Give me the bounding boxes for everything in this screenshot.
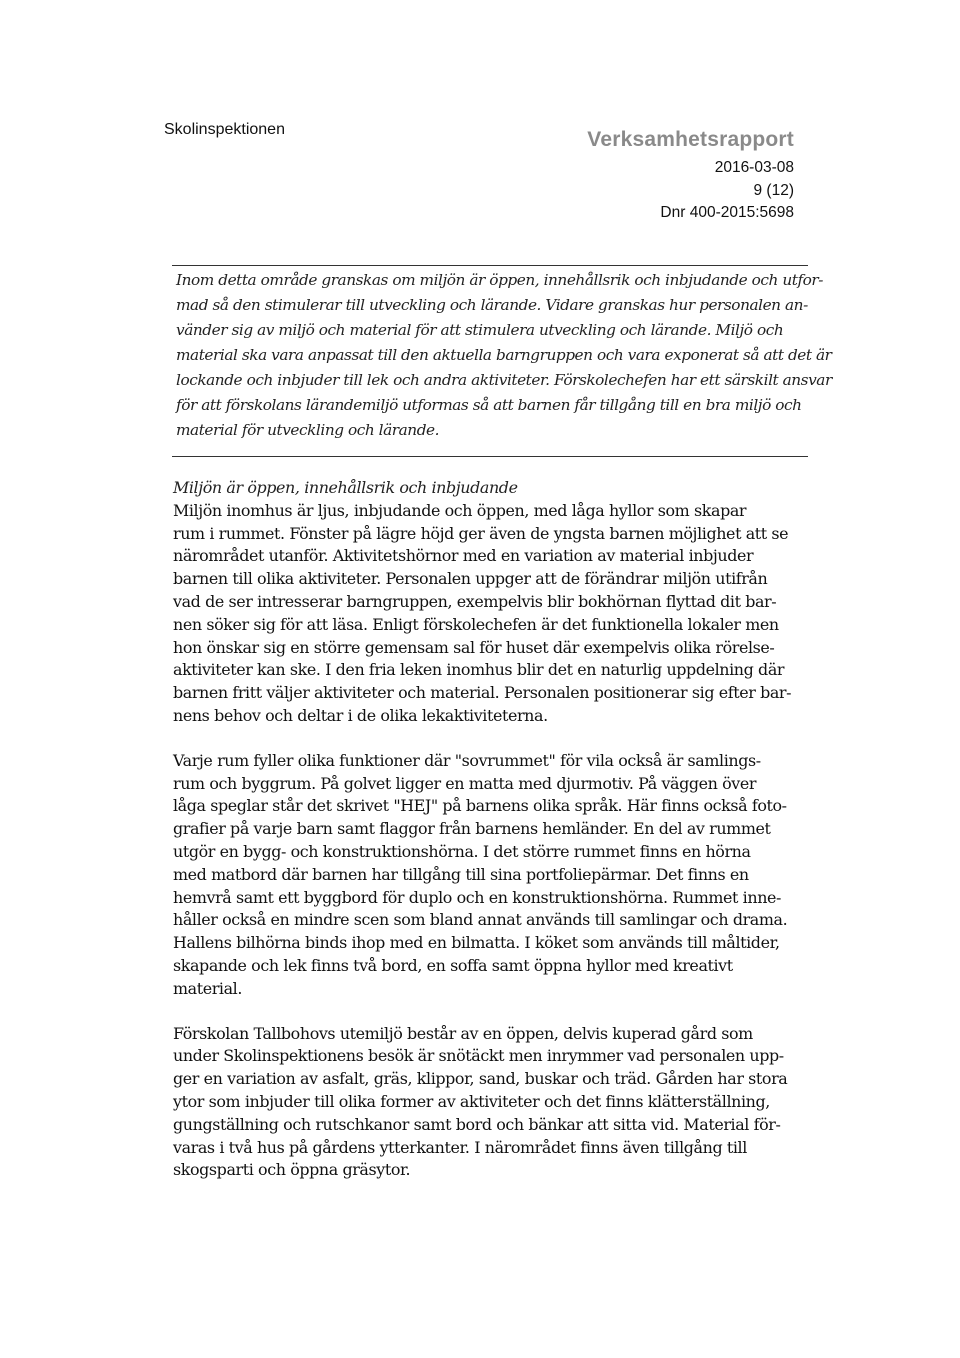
paragraph-line: varas i två hus på gårdens ytterkanter. I närområdet finns även tillgång till xyxy=(173,1137,747,1157)
intro-bottom-divider xyxy=(172,456,808,457)
paragraph-line: låga speglar står det skrivet "HEJ" på barnens olika språk. Här finns också foto- xyxy=(173,796,787,816)
paragraph xyxy=(173,477,813,728)
paragraph-line: skogsparti och öppna gräsytor. xyxy=(173,1160,411,1180)
paragraph-line: ytor som inbjuder till olika former av aktiviteter och det finns klätterställning, xyxy=(173,1091,770,1111)
paragraph-line: gungställning och rutschkanor samt bord och bänkar att sitta vid. Material för- xyxy=(173,1114,781,1134)
intro-line: material för utveckling och lärande. xyxy=(176,421,440,439)
paragraph-line: Miljön inomhus är ljus, inbjudande och öppen, med låga hyllor som skapar xyxy=(173,500,747,520)
paragraph-line: barnen till olika aktiviteter. Personalen uppger att de förändrar miljön utifrån xyxy=(173,569,768,589)
paragraph xyxy=(173,750,813,1001)
intro-line: Inom detta område granskas om miljön är öppen, innehållsrik och inbjudande och utfor- xyxy=(176,271,824,289)
paragraph-line: hemvrå samt ett byggbord för duplo och en konstruktionshörna. Rummet inne- xyxy=(173,887,781,907)
document-date: 2016-03-08 xyxy=(714,159,794,176)
page-number: 9 (12) xyxy=(753,181,794,199)
intro-line: mad så den stimulerar till utveckling och lärande. Vidare granskas hur personalen an- xyxy=(176,296,808,314)
paragraph-line: skapande och lek finns två bord, en soffa samt öppna hyllor med kreativt xyxy=(173,955,733,975)
reference-number: Dnr 400-2015:5698 xyxy=(660,204,794,221)
paragraph-line: nen söker sig för att läsa. Enligt förskolechefen är det funktionella lokaler men xyxy=(173,614,779,634)
intro-line: vänder sig av miljö och material för att stimulera utveckling och lärande. Miljö och xyxy=(176,321,784,339)
paragraph-line: rum i rummet. Fönster på lägre höjd ger även de yngsta barnen möjlighet att se xyxy=(173,523,789,543)
section-body xyxy=(173,477,813,1204)
paragraph-line: aktiviteter kan ske. I den fria leken inomhus blir det en naturlig uppdelning där xyxy=(173,660,785,680)
document-meta xyxy=(660,157,794,225)
paragraph-line: utgör en bygg- och konstruktionshörna. I det större rummet finns en hörna xyxy=(173,841,751,861)
paragraph-line: under Skolinspektionens besök är snötäckt men inrymmer vad personalen upp- xyxy=(173,1046,784,1066)
paragraph-line: material. xyxy=(173,978,243,998)
intro-line: lockande och inbjuder till lek och andra aktiviteter. Förskolechefen har ett särskilt ansvar xyxy=(176,371,832,389)
paragraph-line: grafier på varje barn samt flaggor från barnens hemländer. En del av rummet xyxy=(173,819,771,839)
intro-top-divider xyxy=(172,265,808,266)
document-type-title: Verksamhetsrapport xyxy=(587,128,794,151)
paragraph xyxy=(173,1023,813,1183)
intro-line: för att förskolans lärandemiljö utformas så att barnen får tillgång till en bra miljö och xyxy=(176,396,802,414)
paragraph-line: med matbord där barnen har tillgång till sina portfoliepärmar. Det finns en xyxy=(173,864,749,884)
paragraph-line: rum och byggrum. På golvet ligger en matta med djurmotiv. På väggen över xyxy=(173,773,757,793)
paragraph-line: barnen fritt väljer aktiviteter och material. Personalen positionerar sig efter bar- xyxy=(173,683,792,703)
paragraph-line: håller också en mindre scen som bland annat används till samlingar och drama. xyxy=(173,910,788,930)
section-heading: Miljön är öppen, innehållsrik och inbjudande xyxy=(173,478,518,497)
intro-line: material ska vara anpassat till den aktuella barngruppen och vara exponerat så att det är xyxy=(176,346,832,364)
paragraph-line: Förskolan Tallbohovs utemiljö består av en öppen, delvis kuperad gård som xyxy=(173,1023,753,1043)
paragraph-line: Hallens bilhörna binds ihop med en bilmatta. I köket som används till måltider, xyxy=(173,933,780,953)
paragraph-line: Varje rum fyller olika funktioner där "sovrummet" för vila också är samlings- xyxy=(173,750,761,770)
paragraph-line: hon önskar sig en större gemensam sal för huset där exempelvis olika rörelse- xyxy=(173,637,775,657)
organization-name: Skolinspektionen xyxy=(164,121,285,138)
paragraph-line: nens behov och deltar i de olika lekaktiviteterna. xyxy=(173,705,548,725)
paragraph-line: närområdet utanför. Aktivitetshörnor med en variation av material inbjuder xyxy=(173,546,754,566)
intro-box xyxy=(176,268,832,443)
paragraph-line: ger en variation av asfalt, gräs, klippor, sand, buskar och träd. Gården har stora xyxy=(173,1069,788,1089)
paragraph-line: vad de ser intresserar barngruppen, exempelvis blir bokhörnan flyttad dit bar- xyxy=(173,591,777,611)
